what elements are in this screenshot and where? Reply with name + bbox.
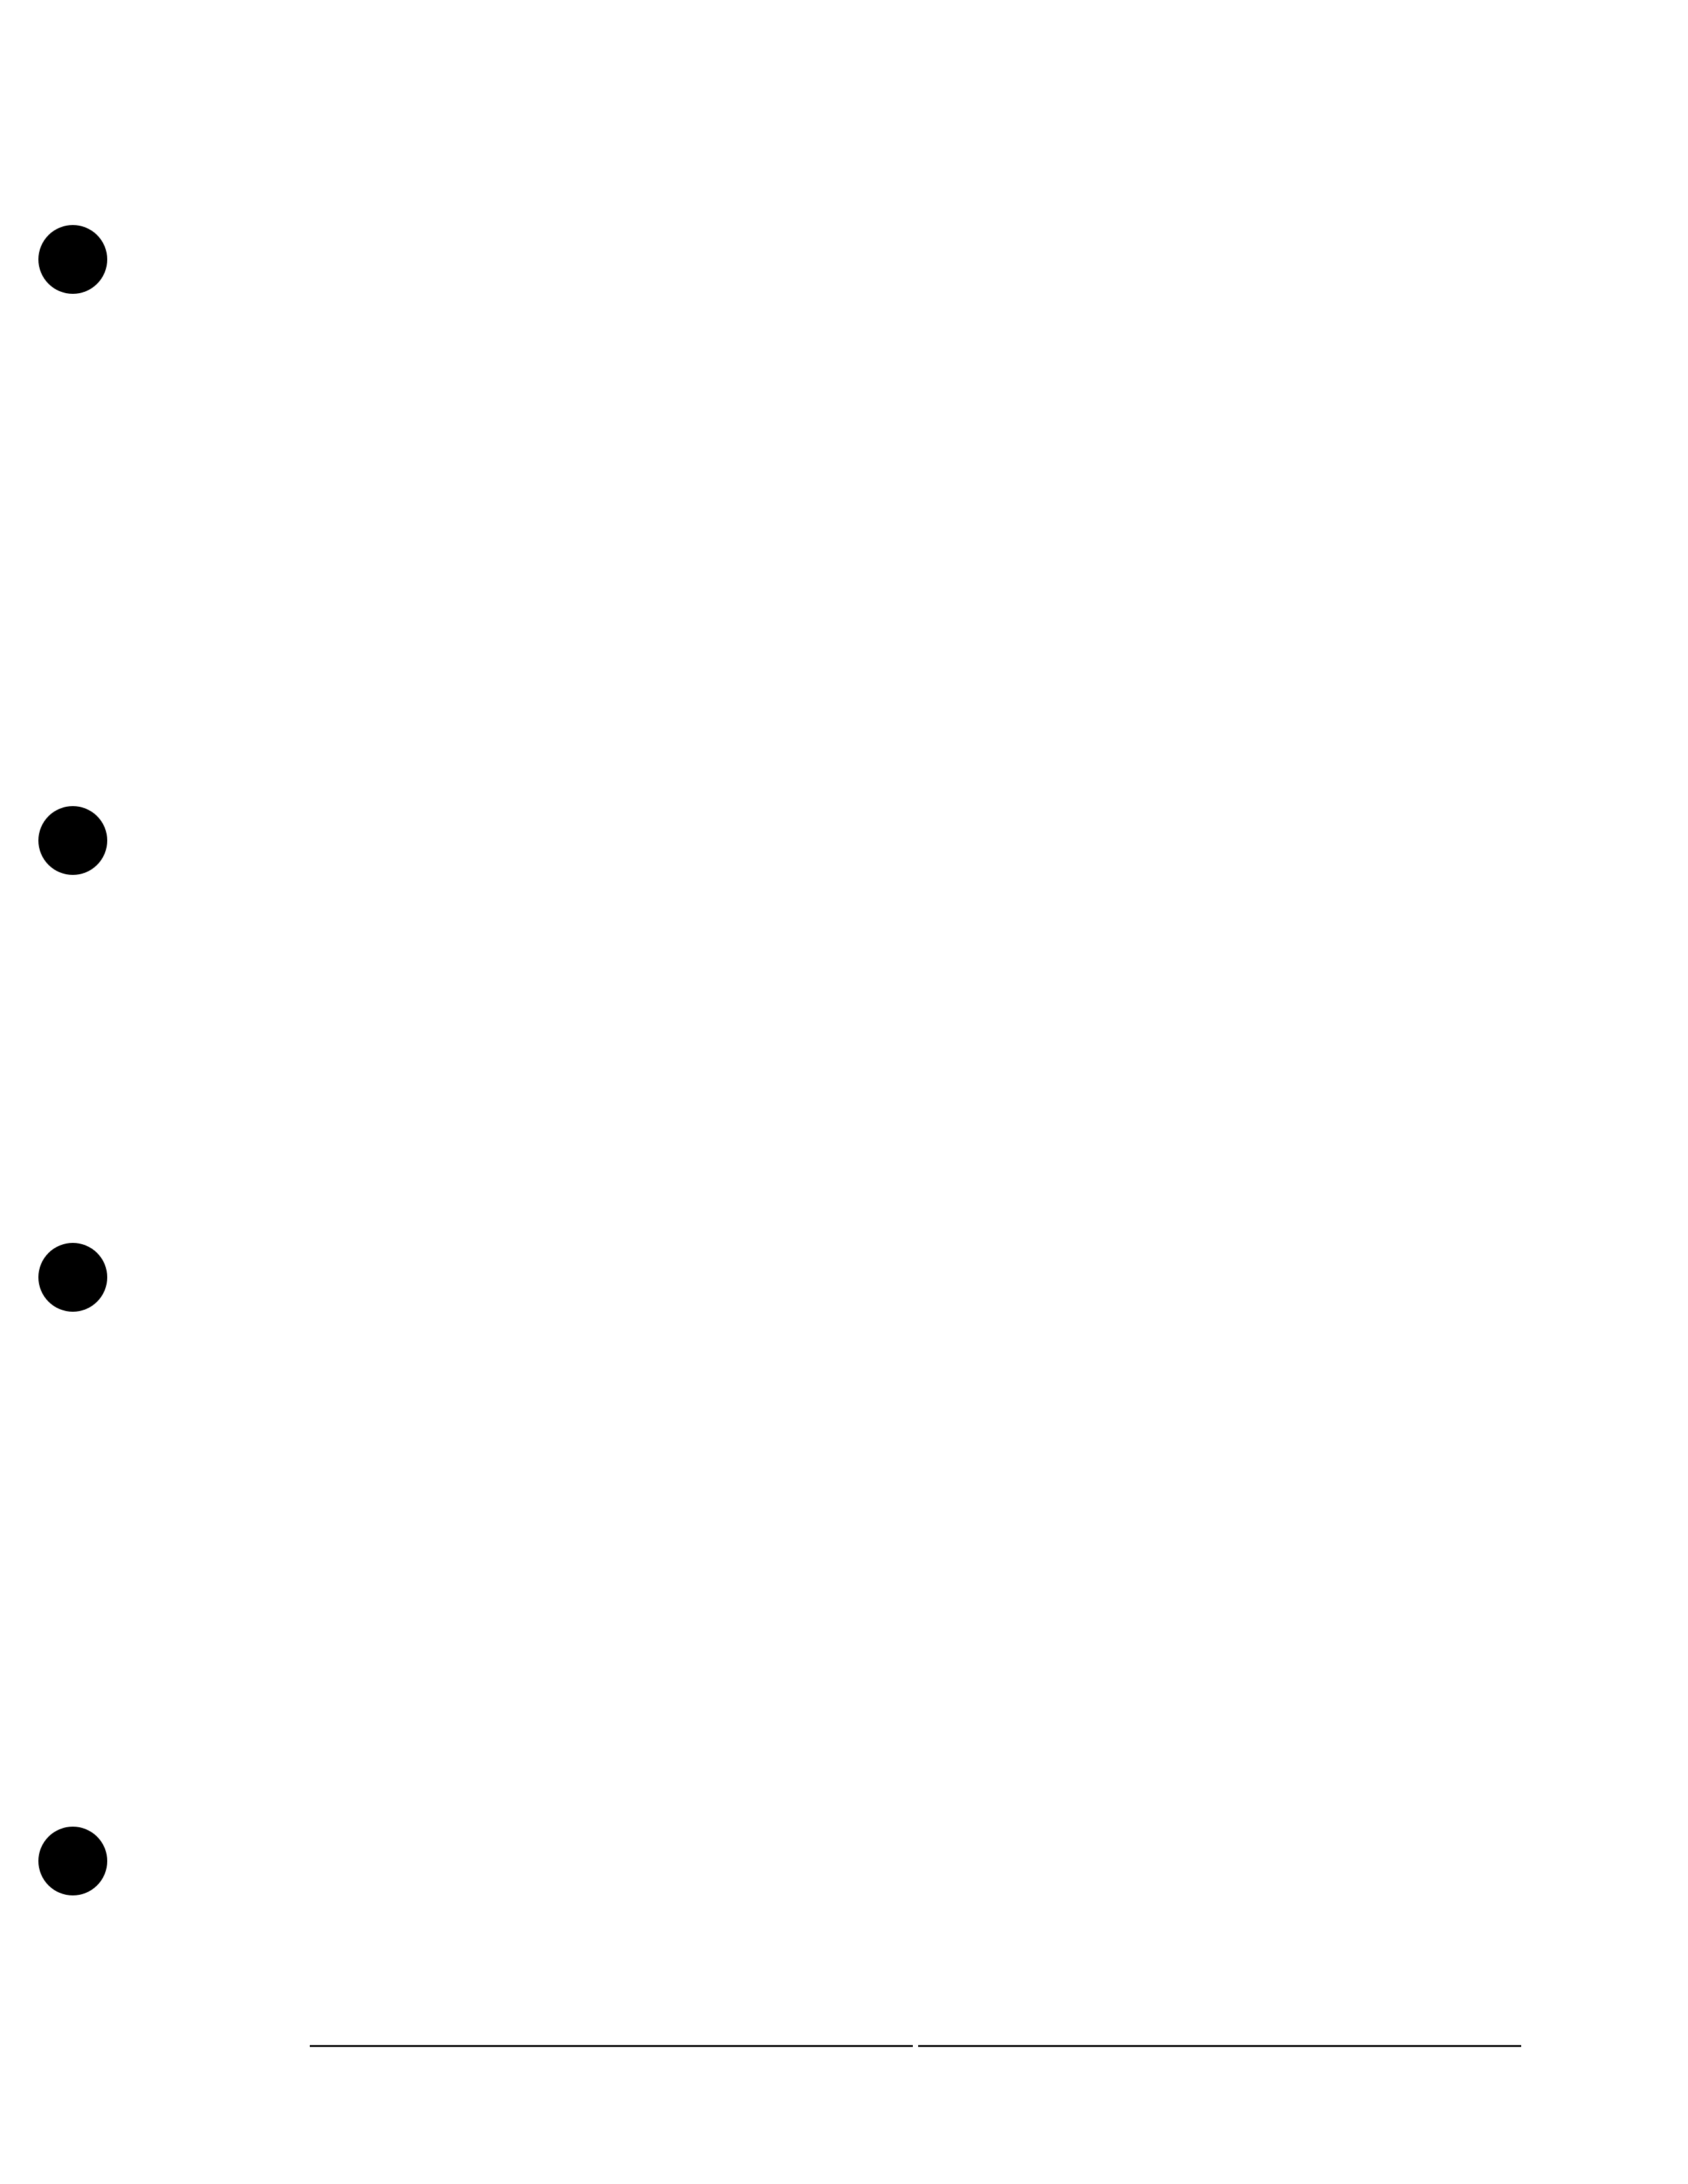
binder-hole xyxy=(38,1827,107,1895)
binder-hole xyxy=(38,225,107,294)
binder-hole xyxy=(38,1243,107,1312)
footer-rule xyxy=(310,2045,1521,2047)
binder-hole xyxy=(38,806,107,875)
